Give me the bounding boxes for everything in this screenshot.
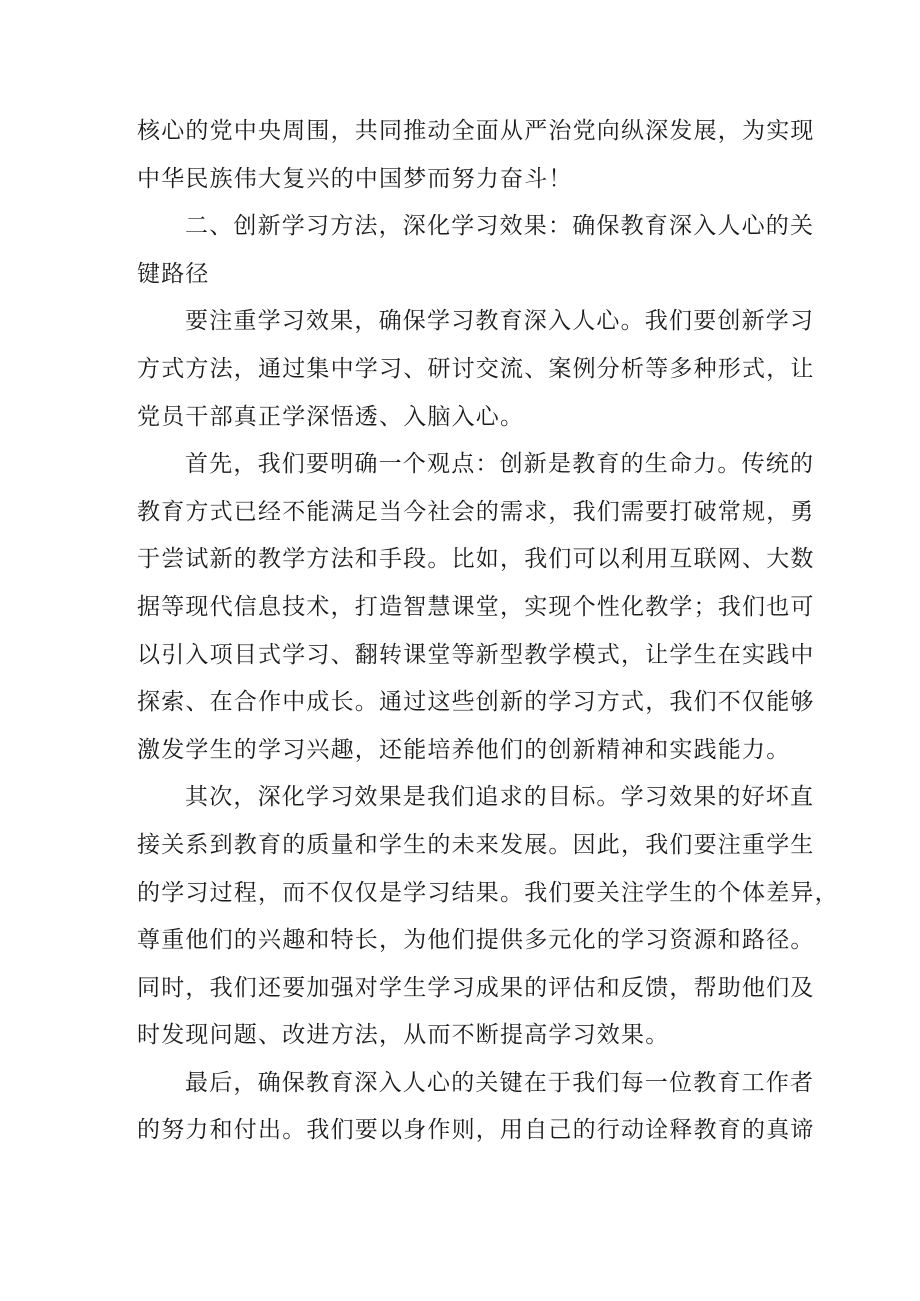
text-line: 时发现问题、改进方法，从而不断提高学习效果。 bbox=[137, 1022, 670, 1049]
text-line: 以引入项目式学习、翻转课堂等新型教学模式，让学生在实践中 bbox=[137, 641, 815, 668]
text-line: 方式方法，通过集中学习、研讨交流、案例分析等多种形式，让 bbox=[137, 355, 815, 382]
text-line: 于尝试新的教学方法和手段。比如，我们可以利用互联网、大数 bbox=[137, 546, 815, 573]
text-line: 探索、在合作中成长。通过这些创新的学习方式，我们不仅能够 bbox=[137, 689, 815, 716]
text-line: 最后，确保教育深入人心的关键在于我们每一位教育工作者 bbox=[185, 1069, 815, 1096]
section-heading-line: 二、创新学习方法，深化学习效果：确保教育深入人心的关 bbox=[185, 213, 815, 240]
text-line: 党员干部真正学深悟透、入脑入心。 bbox=[137, 403, 525, 430]
text-line: 据等现代信息技术，打造智慧课堂，实现个性化教学；我们也可 bbox=[137, 593, 815, 620]
text-line: 同时，我们还要加强对学生学习成果的评估和反馈，帮助他们及 bbox=[137, 974, 815, 1001]
document-body bbox=[137, 108, 839, 1155]
text-line: 中华民族伟大复兴的中国梦而努力奋斗！ bbox=[137, 165, 573, 192]
text-line: 尊重他们的兴趣和特长，为他们提供多元化的学习资源和路径。 bbox=[137, 927, 815, 954]
text-line: 首先，我们要明确一个观点：创新是教育的生命力。传统的 bbox=[185, 451, 815, 478]
text-line: 激发学生的学习兴趣，还能培养他们的创新精神和实践能力。 bbox=[137, 736, 791, 763]
text-line: 接关系到教育的质量和学生的未来发展。因此，我们要注重学生 bbox=[137, 831, 815, 858]
section-heading-line: 键路径 bbox=[137, 260, 210, 287]
text-line: 的努力和付出。我们要以身作则，用自己的行动诠释教育的真谛 bbox=[137, 1117, 815, 1144]
text-line: 核心的党中央周围，共同推动全面从严治党向纵深发展，为实现 bbox=[137, 118, 815, 144]
text-line: 其次，深化学习效果是我们追求的目标。学习效果的好坏直 bbox=[185, 784, 815, 811]
text-line: 的学习过程，而不仅仅是学习结果。我们要关注学生的个体差异， bbox=[137, 879, 839, 906]
text-line: 要注重学习效果，确保学习教育深入人心。我们要创新学习 bbox=[185, 308, 815, 335]
text-line: 教育方式已经不能满足当今社会的需求，我们需要打破常规，勇 bbox=[137, 498, 815, 525]
